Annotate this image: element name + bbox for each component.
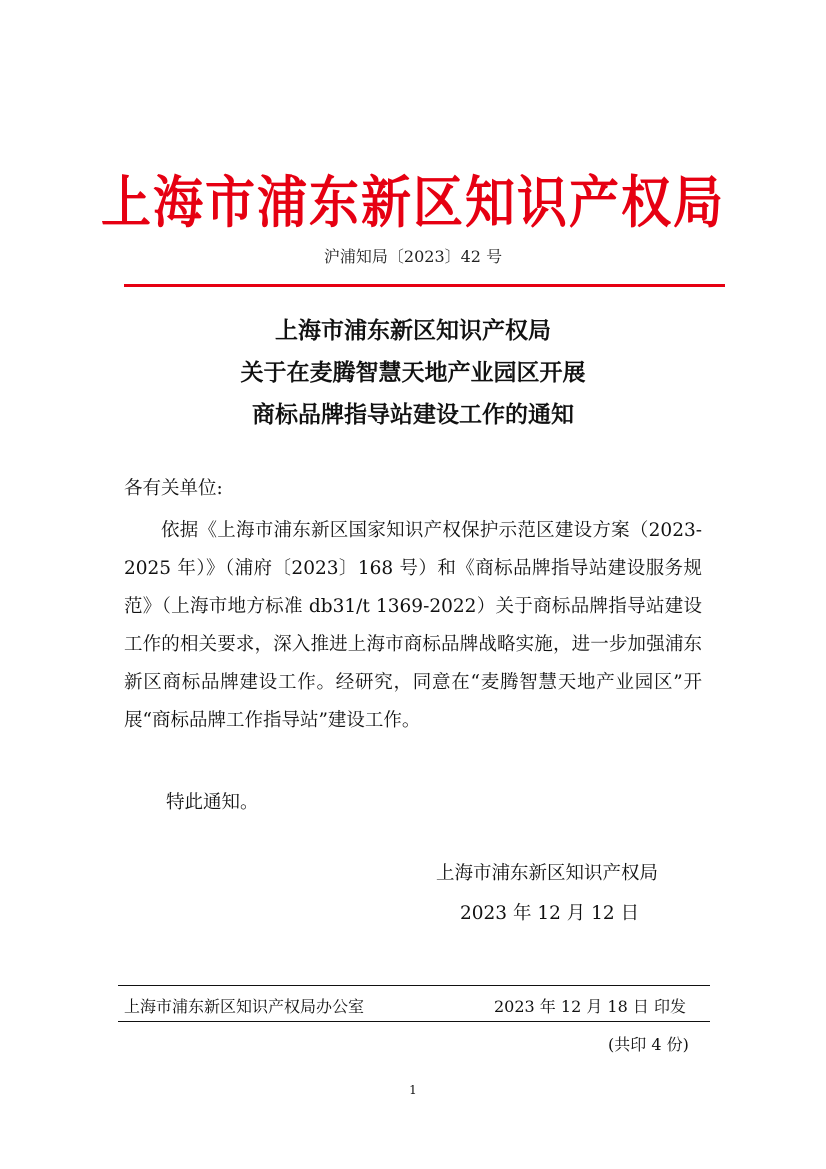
red-divider-line	[124, 284, 725, 287]
notice-title-line-1: 上海市浦东新区知识产权局	[275, 317, 551, 344]
salutation: 各有关单位:	[124, 478, 223, 499]
notice-title-line-3: 商标品牌指导站建设工作的通知	[252, 401, 574, 428]
document-number: 沪浦知局〔2023〕42 号	[323, 247, 503, 266]
closing-line: 特此通知。	[166, 792, 259, 813]
footer-issuing-office: 上海市浦东新区知识产权局办公室	[124, 997, 365, 1016]
footer-issue-date: 2023 年 12 月 18 日 印发	[494, 997, 686, 1016]
page-number: 1	[409, 1083, 417, 1097]
signature-date: 2023 年 12 月 12 日	[460, 903, 640, 924]
notice-title-line-2: 关于在麦腾智慧天地产业园区开展	[240, 359, 586, 386]
footer-rule-top	[118, 985, 710, 986]
copies-count: (共印 4 份)	[608, 1035, 689, 1054]
footer-rule-bottom	[118, 1021, 710, 1022]
org-header-title: 上海市浦东新区知识产权局	[101, 169, 725, 236]
signature-org: 上海市浦东新区知识产权局	[436, 863, 659, 884]
body-paragraph: 依据《上海市浦东新区国家知识产权保护示范区建设方案（2023-2025 年）》（浦府〔2023〕168 号）和《商标品牌指导站建设服务规范》（上海市地方标准 db31/t 1369-2022）关于商标品牌指导站建设工作的相关要求，深入推进上海市商标品牌战略实施，进一步加强浦东新区商标品牌建设工作。经研究，同意在“麦腾智慧天地产业园区”开展“商标品牌工作指导站”建设工作。	[124, 520, 702, 731]
